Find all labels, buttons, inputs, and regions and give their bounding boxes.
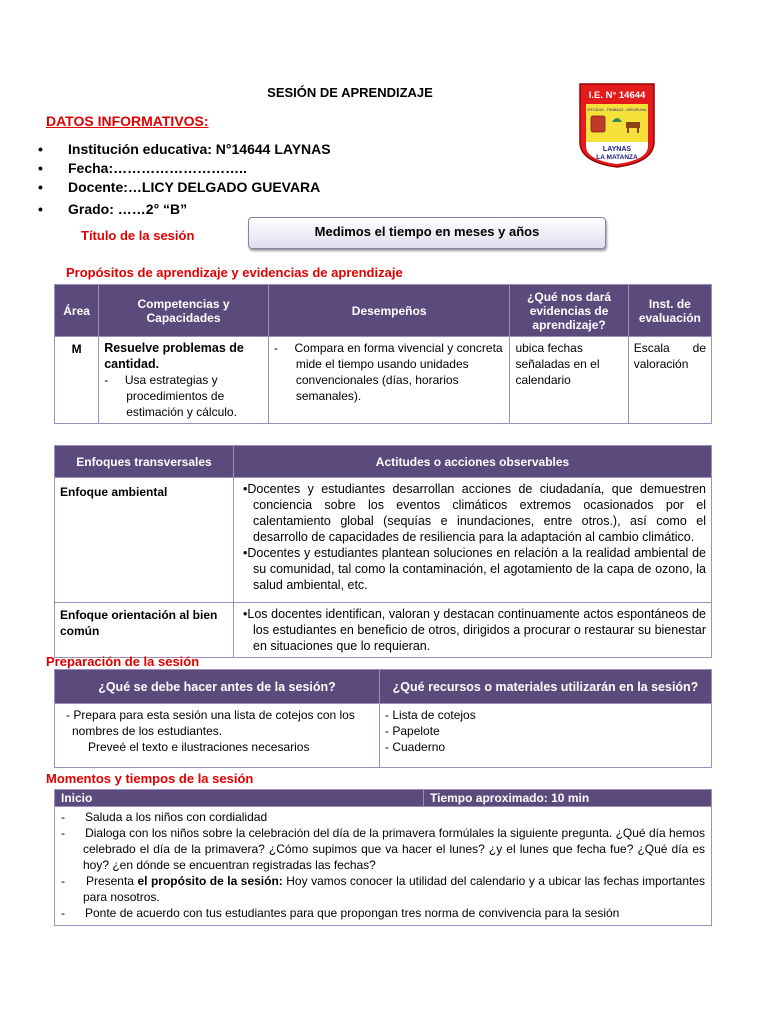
datos-list bbox=[38, 140, 331, 219]
phase-label: Inicio bbox=[55, 790, 424, 807]
page-title: SESIÓN DE APRENDIZAJE bbox=[267, 85, 433, 100]
col-evidencias: ¿Qué nos dará evidencias de aprendizaje? bbox=[510, 285, 628, 337]
before-item: Preveé el texto e ilustraciones necesarios bbox=[88, 740, 310, 754]
before-cell bbox=[55, 704, 380, 768]
before-item: - Prepara para esta sesión una lista de cotejos con los nombres de los estudiantes. bbox=[66, 708, 355, 738]
school-logo bbox=[578, 82, 656, 168]
capacidad-item: - Usa estrategias y procedimientos de estimación y cálculo. bbox=[104, 373, 237, 419]
datos-item-docente: • Docente:…LICY DELGADO GUEVARA bbox=[38, 179, 321, 195]
moments-cell bbox=[55, 807, 712, 926]
resources-cell bbox=[380, 704, 712, 768]
area-cell: M bbox=[55, 337, 99, 424]
competencias-cell bbox=[99, 337, 269, 424]
prep-table bbox=[54, 669, 712, 768]
col-area: Área bbox=[55, 285, 99, 337]
prep-heading: Preparación de la sesión bbox=[46, 654, 200, 669]
datos-heading: DATOS INFORMATIVOS: bbox=[46, 113, 209, 129]
actitudes-ambiental bbox=[234, 478, 712, 603]
col-resources: ¿Qué recursos o materiales utilizarán en la sesión? bbox=[380, 670, 712, 704]
desempeno-cell bbox=[268, 337, 510, 424]
col-desempenos: Desempeños bbox=[268, 285, 510, 337]
purposes-heading: Propósitos de aprendizaje y evidencias de aprendizaje bbox=[66, 265, 403, 280]
actitudes-bien-comun bbox=[234, 603, 712, 658]
session-title-label: Título de la sesión bbox=[81, 228, 195, 243]
datos-item-grado: • Grado: ……2° “B” bbox=[38, 201, 188, 217]
col-competencias: Competencias y Capacidades bbox=[99, 285, 269, 337]
desempeno-item: - Compara en forma vivencial y concreta mide el tiempo usando unidades convencionales (días, horarios semanales). bbox=[273, 341, 503, 403]
resource-item: - Cuaderno bbox=[385, 740, 446, 754]
moment-item: - Saluda a los niños con cordialidad bbox=[61, 810, 268, 824]
session-title-box: Medimos el tiempo en meses y años bbox=[248, 217, 606, 249]
datos-item-fecha: • Fecha:……………………….. bbox=[38, 160, 247, 176]
resource-item: - Lista de cotejos bbox=[385, 708, 476, 722]
resource-item: - Papelote bbox=[385, 724, 440, 738]
enfoques-table bbox=[54, 445, 712, 658]
purposes-table bbox=[54, 284, 712, 424]
col-actitudes: Actitudes o acciones observables bbox=[234, 446, 712, 478]
col-enfoques: Enfoques transversales bbox=[55, 446, 234, 478]
enfoque-bien-comun: Enfoque orientación al bien común bbox=[55, 603, 234, 658]
svg-text:ESTUDIO - TRABAJO - DISCIPLINA: ESTUDIO - TRABAJO - DISCIPLINA bbox=[587, 108, 647, 112]
datos-item-institucion: • Institución educativa: N°14644 LAYNAS bbox=[38, 141, 331, 157]
instrumento-cell: Escala de valoración bbox=[628, 337, 711, 424]
competencia-text: Resuelve problemas de cantidad. bbox=[104, 341, 244, 371]
evidencia-cell: ubica fechas señaladas en el calendario bbox=[510, 337, 628, 424]
actitud-item: •Docentes y estudiantes desarrollan acciones de ciudadanía, que demuestren conciencia sobre los eventos climáticos extremos ocasionados por el calentamiento global (sequías e inundaciones, entre otros.), así como el desarrollo de capacidades de resiliencia para la adaptación al cambio climático. bbox=[243, 482, 706, 544]
moment-item: - Dialoga con los niños sobre la celebración del día de la primavera formúlales la siguiente pregunta. ¿Qué día hemos celebrado el día de la primavera? ¿Cómo supimos que va hacer el lunes? ¿y el lunes que fecha fue? ¿Qué día es hoy? ¿en dónde se encuentran registradas las fechas? bbox=[61, 826, 705, 872]
svg-text:LAYNAS: LAYNAS bbox=[602, 146, 632, 153]
enfoque-ambiental: Enfoque ambiental bbox=[55, 478, 234, 603]
moments-heading: Momentos y tiempos de la sesión bbox=[46, 771, 254, 786]
moment-item: - Presenta el propósito de la sesión: Hoy vamos conocer la utilidad del calendario y a ubicar las fechas importantes para nosotros. bbox=[61, 874, 706, 904]
actitud-item: •Los docentes identifican, valoran y destacan continuamente actos espontáneos de los estudiantes en beneficio de otros, dirigidos a procurar o restaurar su bienestar en situaciones que lo requieran. bbox=[243, 607, 706, 653]
actitud-item: •Docentes y estudiantes plantean soluciones en relación a la realidad ambiental de su comunidad, tal como la contaminación, el agotamiento de la capa de ozono, la salud ambiental, etc. bbox=[243, 546, 706, 592]
svg-text:LA MATANZA: LA MATANZA bbox=[596, 154, 638, 161]
moments-table bbox=[54, 789, 712, 926]
col-before: ¿Qué se debe hacer antes de la sesión? bbox=[55, 670, 380, 704]
svg-text:I.E. N° 14644: I.E. N° 14644 bbox=[588, 90, 646, 101]
col-instrumento: Inst. de evaluación bbox=[628, 285, 711, 337]
moment-item: - Ponte de acuerdo con tus estudiantes para que propongan tres norma de convivencia para la sesión bbox=[61, 906, 620, 920]
phase-time: Tiempo aproximado: 10 min bbox=[424, 790, 712, 807]
